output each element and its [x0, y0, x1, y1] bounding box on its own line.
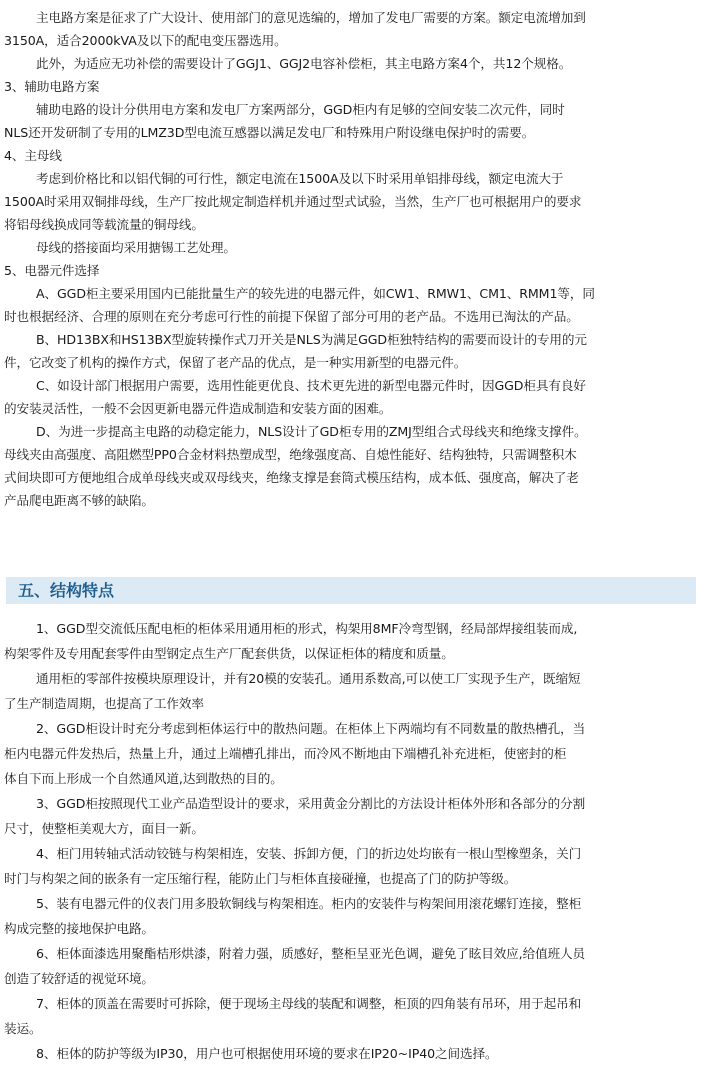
- text-line: 柜内电器元件发热后，热量上升，通过上端槽孔排出，而冷风不断地由下端槽孔补充进柜，使密封的柜: [4, 746, 567, 761]
- text-line: 母线的搭接面均采用搪锡工艺处理。: [36, 240, 236, 255]
- text-line: 主电路方案是征求了广大设计、使用部门的意见选编的，增加了发电厂需要的方案。额定电流增加到: [36, 10, 586, 25]
- text-line: D、为进一步提高主电路的动稳定能力，NLS设计了GD柜专用的ZMJ型组合式母线夹和绝缘支撑件。: [36, 424, 587, 439]
- text-line: NLS还开发研制了专用的LMZ3D型电流互感器以满足发电厂和特殊用户附设继电保护时的需要。: [4, 125, 535, 140]
- text-line: 2、GGD柜设计时充分考虑到柜体运行中的散热问题。在柜体上下两端均有不同数量的散热槽孔，当: [36, 721, 586, 736]
- text-line: 了生产制造周期，也提高了工作效率: [4, 696, 204, 711]
- text-line: 1500A时采用双铜排母线，生产厂按此规定制造样机并通过型式试验，当然，生产厂也可根据用户的要求: [4, 194, 582, 209]
- text-line: 式间块即可方便地组合成单母线夹或双母线夹，绝缘支撑是套筒式模压结构，成本低、强度高，解决了老: [4, 470, 579, 485]
- text-line: 时门与构架之间的嵌条有一定压缩行程，能防止门与柜体直接碰撞，也提高了门的防护等级。: [4, 871, 517, 886]
- text-line: 此外，为适应无功补偿的需要设计了GGJ1、GGJ2电容补偿柜，其主电路方案4个，共12个规格。: [36, 56, 572, 71]
- text-line: A、GGD柜主要采用国内已能批量生产的较先进的电器元件，如CW1、RMW1、CM1、RMM1等，同: [36, 286, 595, 301]
- text-line: 6、柜体面漆选用聚酯桔形烘漆，附着力强，质感好，整柜呈亚光色调，避免了眩目效应,给值班人员: [36, 946, 586, 961]
- text-line: 将铝母线换成同等载流量的铜母线。: [4, 217, 204, 232]
- spec-text-continued: [0, 0, 701, 512]
- text-line: 1、GGD型交流低压配电柜的柜体采用通用柜的形式，构架用8MF冷弯型钢，经局部焊接组装而成,: [36, 621, 578, 636]
- text-line: 5、电器元件选择: [4, 263, 100, 278]
- section-header-bar: [6, 577, 696, 604]
- text-line: 4、柜门用转轴式活动铰链与构架相连，安装、拆卸方便，门的折边处均嵌有一根山型橡塑条，关门: [36, 846, 582, 861]
- text-line: 时也根据经济、合理的原则在充分考虑可行性的前提下保留了部分可用的老产品。不选用已淘汰的产品。: [4, 309, 579, 324]
- text-line: 考虑到价格比和以铝代铜的可行性，额定电流在1500A及以下时采用单铝排母线，额定电流大于: [36, 171, 564, 186]
- text-line: C、如设计部门根据用户需要，选用性能更优良、技术更先进的新型电器元件时，因GGD柜具有良好: [36, 378, 586, 393]
- text-line: 3、GGD柜按照现代工业产品造型设计的要求，采用黄金分割比的方法设计柜体外形和各部分的分割: [36, 796, 586, 811]
- structure-features-text: [0, 616, 701, 1066]
- text-line: 辅助电路的设计分供用电方案和发电厂方案两部分，GGD柜内有足够的空间安装二次元件，同时: [36, 102, 565, 117]
- text-line: B、HD13BX和HS13BX型旋转操作式刀开关是NLS为满足GGD柜独特结构的需要而设计的专用的元: [36, 332, 587, 347]
- text-line: 3、辅助电路方案: [4, 79, 100, 94]
- text-line: 5、装有电器元件的仪表门用多股软铜线与构架相连。柜内的安装件与构架间用滚花螺钉连接，整柜: [36, 896, 582, 911]
- text-line: 体自下而上形成一个自然通风道,达到散热的目的。: [4, 771, 283, 786]
- text-line: 创造了较舒适的视觉环境。: [4, 971, 154, 986]
- text-line: 件，它改变了机构的操作方式，保留了老产品的优点，是一种实用新型的电器元件。: [4, 355, 467, 370]
- text-line: 通用柜的零部件按模块原理设计，并有20模的安装孔。通用系数高,可以使工厂实现予生产，既缩短: [36, 671, 581, 686]
- text-line: 构架零件及专用配套零件由型钢定点生产厂配套供货，以保证柜体的精度和质量。: [4, 646, 454, 661]
- text-line: 装运。: [4, 1021, 42, 1036]
- text-line: 的安装灵活性，一般不会因更新电器元件造成制造和安装方面的困难。: [4, 401, 392, 416]
- text-line: 8、柜体的防护等级为IP30，用户也可根据使用环境的要求在IP20~IP40之间选择。: [36, 1046, 498, 1061]
- text-line: 母线夹由高强度、高阻燃型PP0合金材料热塑成型，绝缘强度高、自熄性能好、结构独特，只需调整积木: [4, 447, 577, 462]
- text-line: 产品爬电距离不够的缺陷。: [4, 493, 154, 508]
- text-line: 4、主母线: [4, 148, 62, 163]
- section-title: 五、结构特点: [18, 581, 115, 600]
- text-line: 3150A，适合2000kVA及以下的配电变压器选用。: [4, 33, 287, 48]
- text-line: 尺寸，使整柜美观大方，面目一新。: [4, 821, 204, 836]
- text-line: 7、柜体的顶盖在需要时可拆除，便于现场主母线的装配和调整，柜顶的四角装有吊环，用于起吊和: [36, 996, 582, 1011]
- text-line: 构成完整的接地保护电路。: [4, 921, 154, 936]
